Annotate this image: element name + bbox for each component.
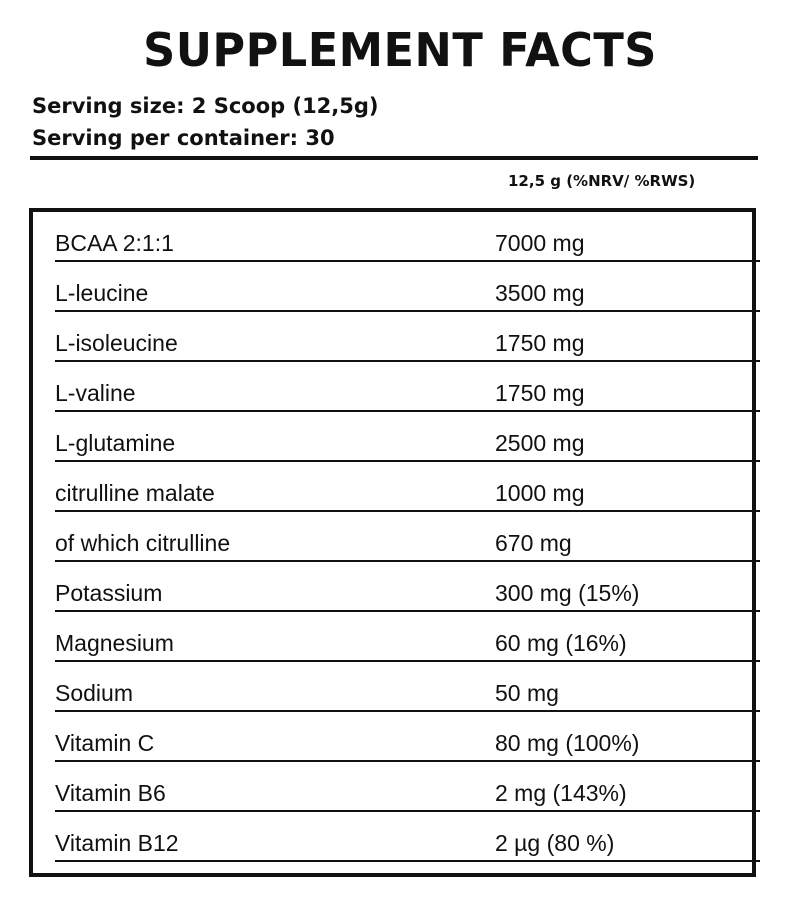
nutrient-name: BCAA 2:1:1 <box>55 230 174 256</box>
nutrient-name: Vitamin C <box>55 730 155 756</box>
table-row <box>55 562 760 612</box>
amount-column-header: 12,5 g (%NRV/ %RWS) <box>508 172 696 190</box>
nutrient-name: Magnesium <box>55 630 174 656</box>
table-row <box>55 612 760 662</box>
table-row <box>55 762 760 812</box>
table-row <box>55 412 760 462</box>
nutrient-amount: 7000 mg <box>495 230 585 256</box>
table-row <box>55 212 760 262</box>
nutrient-amount: 2 mg (143%) <box>495 780 627 806</box>
nutrient-name: L-valine <box>55 380 136 406</box>
nutrient-amount: 2 µg (80 %) <box>495 830 615 856</box>
nutrient-amount: 1750 mg <box>495 380 585 406</box>
servings-per-container: Serving per container: 30 <box>32 126 335 150</box>
nutrient-name: of which citrulline <box>55 530 231 556</box>
nutrient-amount: 670 mg <box>495 530 572 556</box>
nutrient-name: Vitamin B6 <box>55 780 166 806</box>
nutrient-name: Sodium <box>55 680 133 706</box>
table-row <box>55 362 760 412</box>
nutrient-table <box>29 208 756 877</box>
nutrient-amount: 1750 mg <box>495 330 585 356</box>
table-row <box>55 312 760 362</box>
nutrient-name: Vitamin B12 <box>55 830 179 856</box>
nutrient-amount: 60 mg (16%) <box>495 630 627 656</box>
serving-size: Serving size: 2 Scoop (12,5g) <box>32 94 379 118</box>
nutrient-amount: 80 mg (100%) <box>495 730 640 756</box>
table-row <box>55 462 760 512</box>
nutrient-amount: 50 mg <box>495 680 559 706</box>
table-row <box>55 662 760 712</box>
nutrient-amount: 3500 mg <box>495 280 585 306</box>
header-divider <box>30 156 758 160</box>
nutrient-name: Potassium <box>55 580 163 606</box>
table-row <box>55 712 760 762</box>
nutrient-amount: 2500 mg <box>495 430 585 456</box>
table-row <box>55 512 760 562</box>
nutrient-name: citrulline malate <box>55 480 215 506</box>
nutrient-name: L-isoleucine <box>55 330 178 356</box>
nutrient-name: L-glutamine <box>55 430 176 456</box>
nutrient-amount: 1000 mg <box>495 480 585 506</box>
nutrient-amount: 300 mg (15%) <box>495 580 640 606</box>
nutrient-name: L-leucine <box>55 280 149 306</box>
table-row <box>55 262 760 312</box>
page-title: SUPPLEMENT FACTS <box>143 23 657 77</box>
table-row <box>55 812 760 862</box>
